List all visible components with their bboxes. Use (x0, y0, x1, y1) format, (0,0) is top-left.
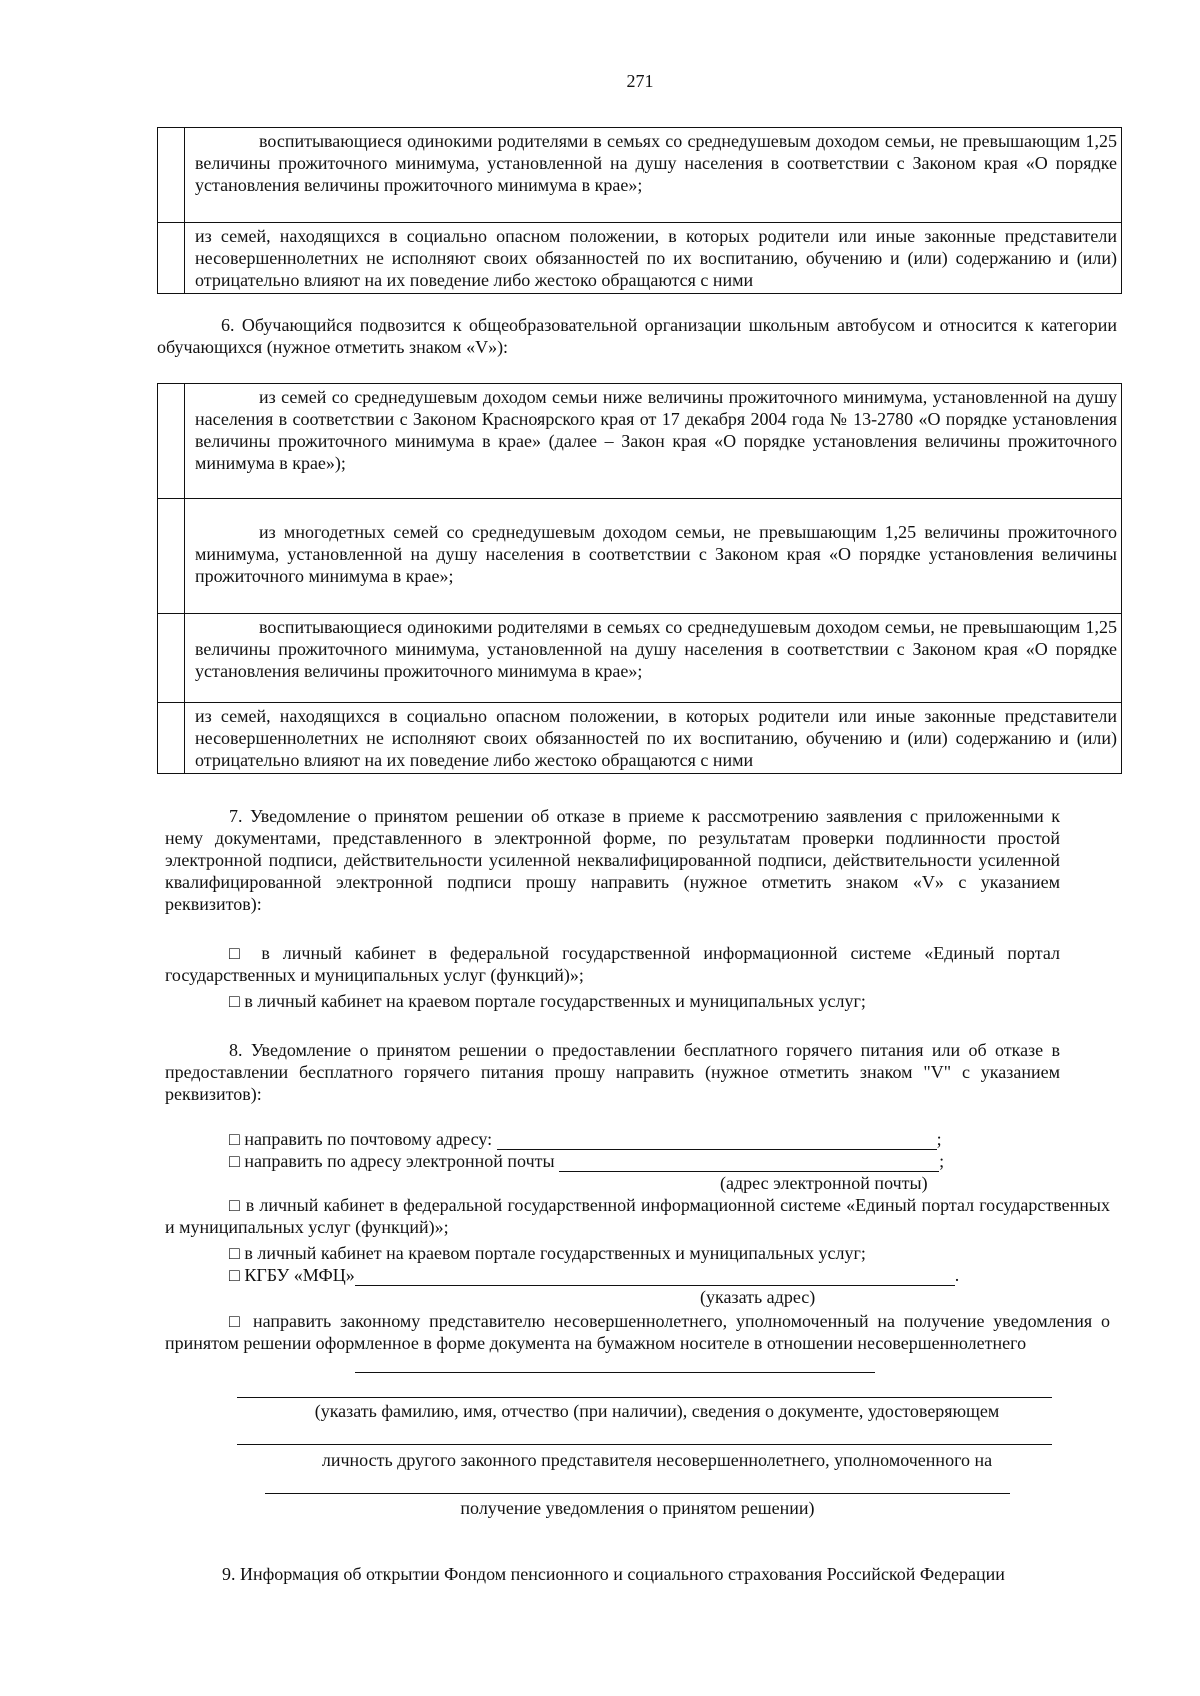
period: . (954, 1265, 960, 1285)
mfc-address-field[interactable] (355, 1267, 955, 1286)
table-row (158, 223, 1122, 294)
checkbox-cell[interactable] (158, 223, 185, 294)
minor-name-field[interactable] (355, 1354, 875, 1373)
checkbox-cell[interactable] (158, 128, 185, 223)
table-row (158, 384, 1122, 499)
email-field[interactable] (559, 1153, 939, 1172)
section-8-option-regional[interactable]: □ в личный кабинет на краевом портале государственных и муниципальных услуг; (229, 1243, 866, 1263)
option-text: из многодетных семей со среднедушевым доходом семьи, не превышающим 1,25 величины прожиточного минимума, установленной на душу населения в соответствии с Законом края «О порядке установления величины прожиточного минимума в крае»; (185, 499, 1122, 614)
representative-caption-3: получение уведомления о принятом решении) (460, 1498, 815, 1518)
semicolon: ; (939, 1151, 945, 1171)
option-text: из семей со среднедушевым доходом семьи ниже величины прожиточного минимума, установленной на душу населения в соответствии с Законом Красноярского края от 17 декабря 2004 года № 13-2780 «О порядке установления величины прожиточного минимума в крае» (далее – Закон края «О порядке установления величины прожиточного минимума в крае»); (185, 384, 1122, 499)
section-8-option-post[interactable] (229, 1128, 1009, 1150)
section-8-option-email[interactable] (229, 1150, 1009, 1172)
table-row (158, 703, 1122, 774)
section-8-option-representative[interactable]: □ направить законному представителю несовершеннолетнего, уполномоченный на получение уведомления о принятом решении оформленное в форме документа на бумажном носителе в отношении несовершеннолетнего (165, 1311, 1110, 1353)
checkbox-cell[interactable] (158, 499, 185, 614)
checkbox-cell[interactable] (158, 384, 185, 499)
option-text: из семей, находящихся в социально опасном положении, в которых родители или иные законные представители несовершеннолетних не исполняют своих обязанностей по их воспитанию, обучению и (или) содержанию и (или) отрицательно влияют на их поведение либо жестоко обращаются с ними (185, 223, 1122, 294)
representative-caption-2: личность другого законного представителя несовершеннолетнего, уполномоченного на (321, 1450, 993, 1470)
semicolon: ; (936, 1129, 942, 1149)
representative-caption-1: (указать фамилию, имя, отчество (при наличии), сведения о документе, удостоверяющем (314, 1401, 1000, 1421)
table-row (158, 614, 1122, 703)
option-text: воспитывающиеся одинокими родителями в семьях со среднедушевым доходом семьи, не превышающим 1,25 величины прожиточного минимума, установленной на душу населения в соответствии с Законом края «О порядке установления величины прожиточного минимума в крае»; (185, 128, 1122, 223)
section-9-text: 9. Информация об открытии Фондом пенсионного и социального страхования Российской Федерации (222, 1564, 1005, 1584)
option-label: □ КГБУ «МФЦ» (229, 1265, 355, 1285)
option-text: воспитывающиеся одинокими родителями в семьях со среднедушевым доходом семьи, не превышающим 1,25 величины прожиточного минимума, установленной на душу населения в соответствии с Законом края «О порядке установления величины прожиточного минимума в крае»; (185, 614, 1122, 703)
checkbox-cell[interactable] (158, 614, 185, 703)
mfc-caption: (указать адрес) (700, 1287, 816, 1307)
page-number: 271 (626, 71, 654, 91)
section-8-option-epgu[interactable]: □ в личный кабинет в федеральной государственной информационной системе «Единый портал государственных и муниципальных услуг (функций)»; (165, 1195, 1110, 1237)
section-7-text: 7. Уведомление о принятом решении об отказе в приеме к рассмотрению заявления с приложенными к нему документами, представленного в электронной форме, по результатам проверки подлинности простой электронной подписи, действительности усиленной неквалифицированной подписи, действительности усиленной квалифицированной электронной подписи прошу направить (нужное отметить знаком «V» с указанием реквизитов): (165, 806, 1060, 914)
section-7-option-epgu[interactable]: □ в личный кабинет в федеральной государственной информационной системе «Единый портал государственных и муниципальных услуг (функций)»; (165, 943, 1060, 985)
table-row (158, 499, 1122, 614)
option-text: из семей, находящихся в социально опасном положении, в которых родители или иные законные представители несовершеннолетних не исполняют своих обязанностей по их воспитанию, обучению и (или) содержанию и (или) отрицательно влияют на их поведение либо жестоко обращаются с ними (185, 703, 1122, 774)
option-label: □ направить по почтовому адресу: (229, 1129, 493, 1149)
table-row (158, 128, 1122, 223)
options-table-top (157, 127, 1122, 294)
representative-line-3[interactable] (265, 1493, 1010, 1494)
section-7-option-regional[interactable]: □ в личный кабинет на краевом портале государственных и муниципальных услуг; (229, 991, 866, 1011)
section-8-text: 8. Уведомление о принятом решении о предоставлении бесплатного горячего питания или об отказе в предоставлении бесплатного горячего питания прошу направить (нужное отметить знаком "V" с указанием реквизитов): (165, 1040, 1060, 1104)
checkbox-cell[interactable] (158, 703, 185, 774)
email-caption: (адрес электронной почты) (720, 1173, 928, 1193)
postal-address-field[interactable] (497, 1131, 937, 1150)
options-table-section-6 (157, 383, 1122, 774)
representative-line-1[interactable] (237, 1397, 1052, 1398)
option-label: □ направить по адресу электронной почты (229, 1151, 555, 1171)
section-8-option-mfc[interactable] (229, 1264, 1009, 1286)
section-6-text: 6. Обучающийся подвозится к общеобразовательной организации школьным автобусом и относится к категории обучающихся (нужное отметить знаком «V»): (157, 315, 1117, 357)
representative-line-2[interactable] (237, 1444, 1052, 1445)
